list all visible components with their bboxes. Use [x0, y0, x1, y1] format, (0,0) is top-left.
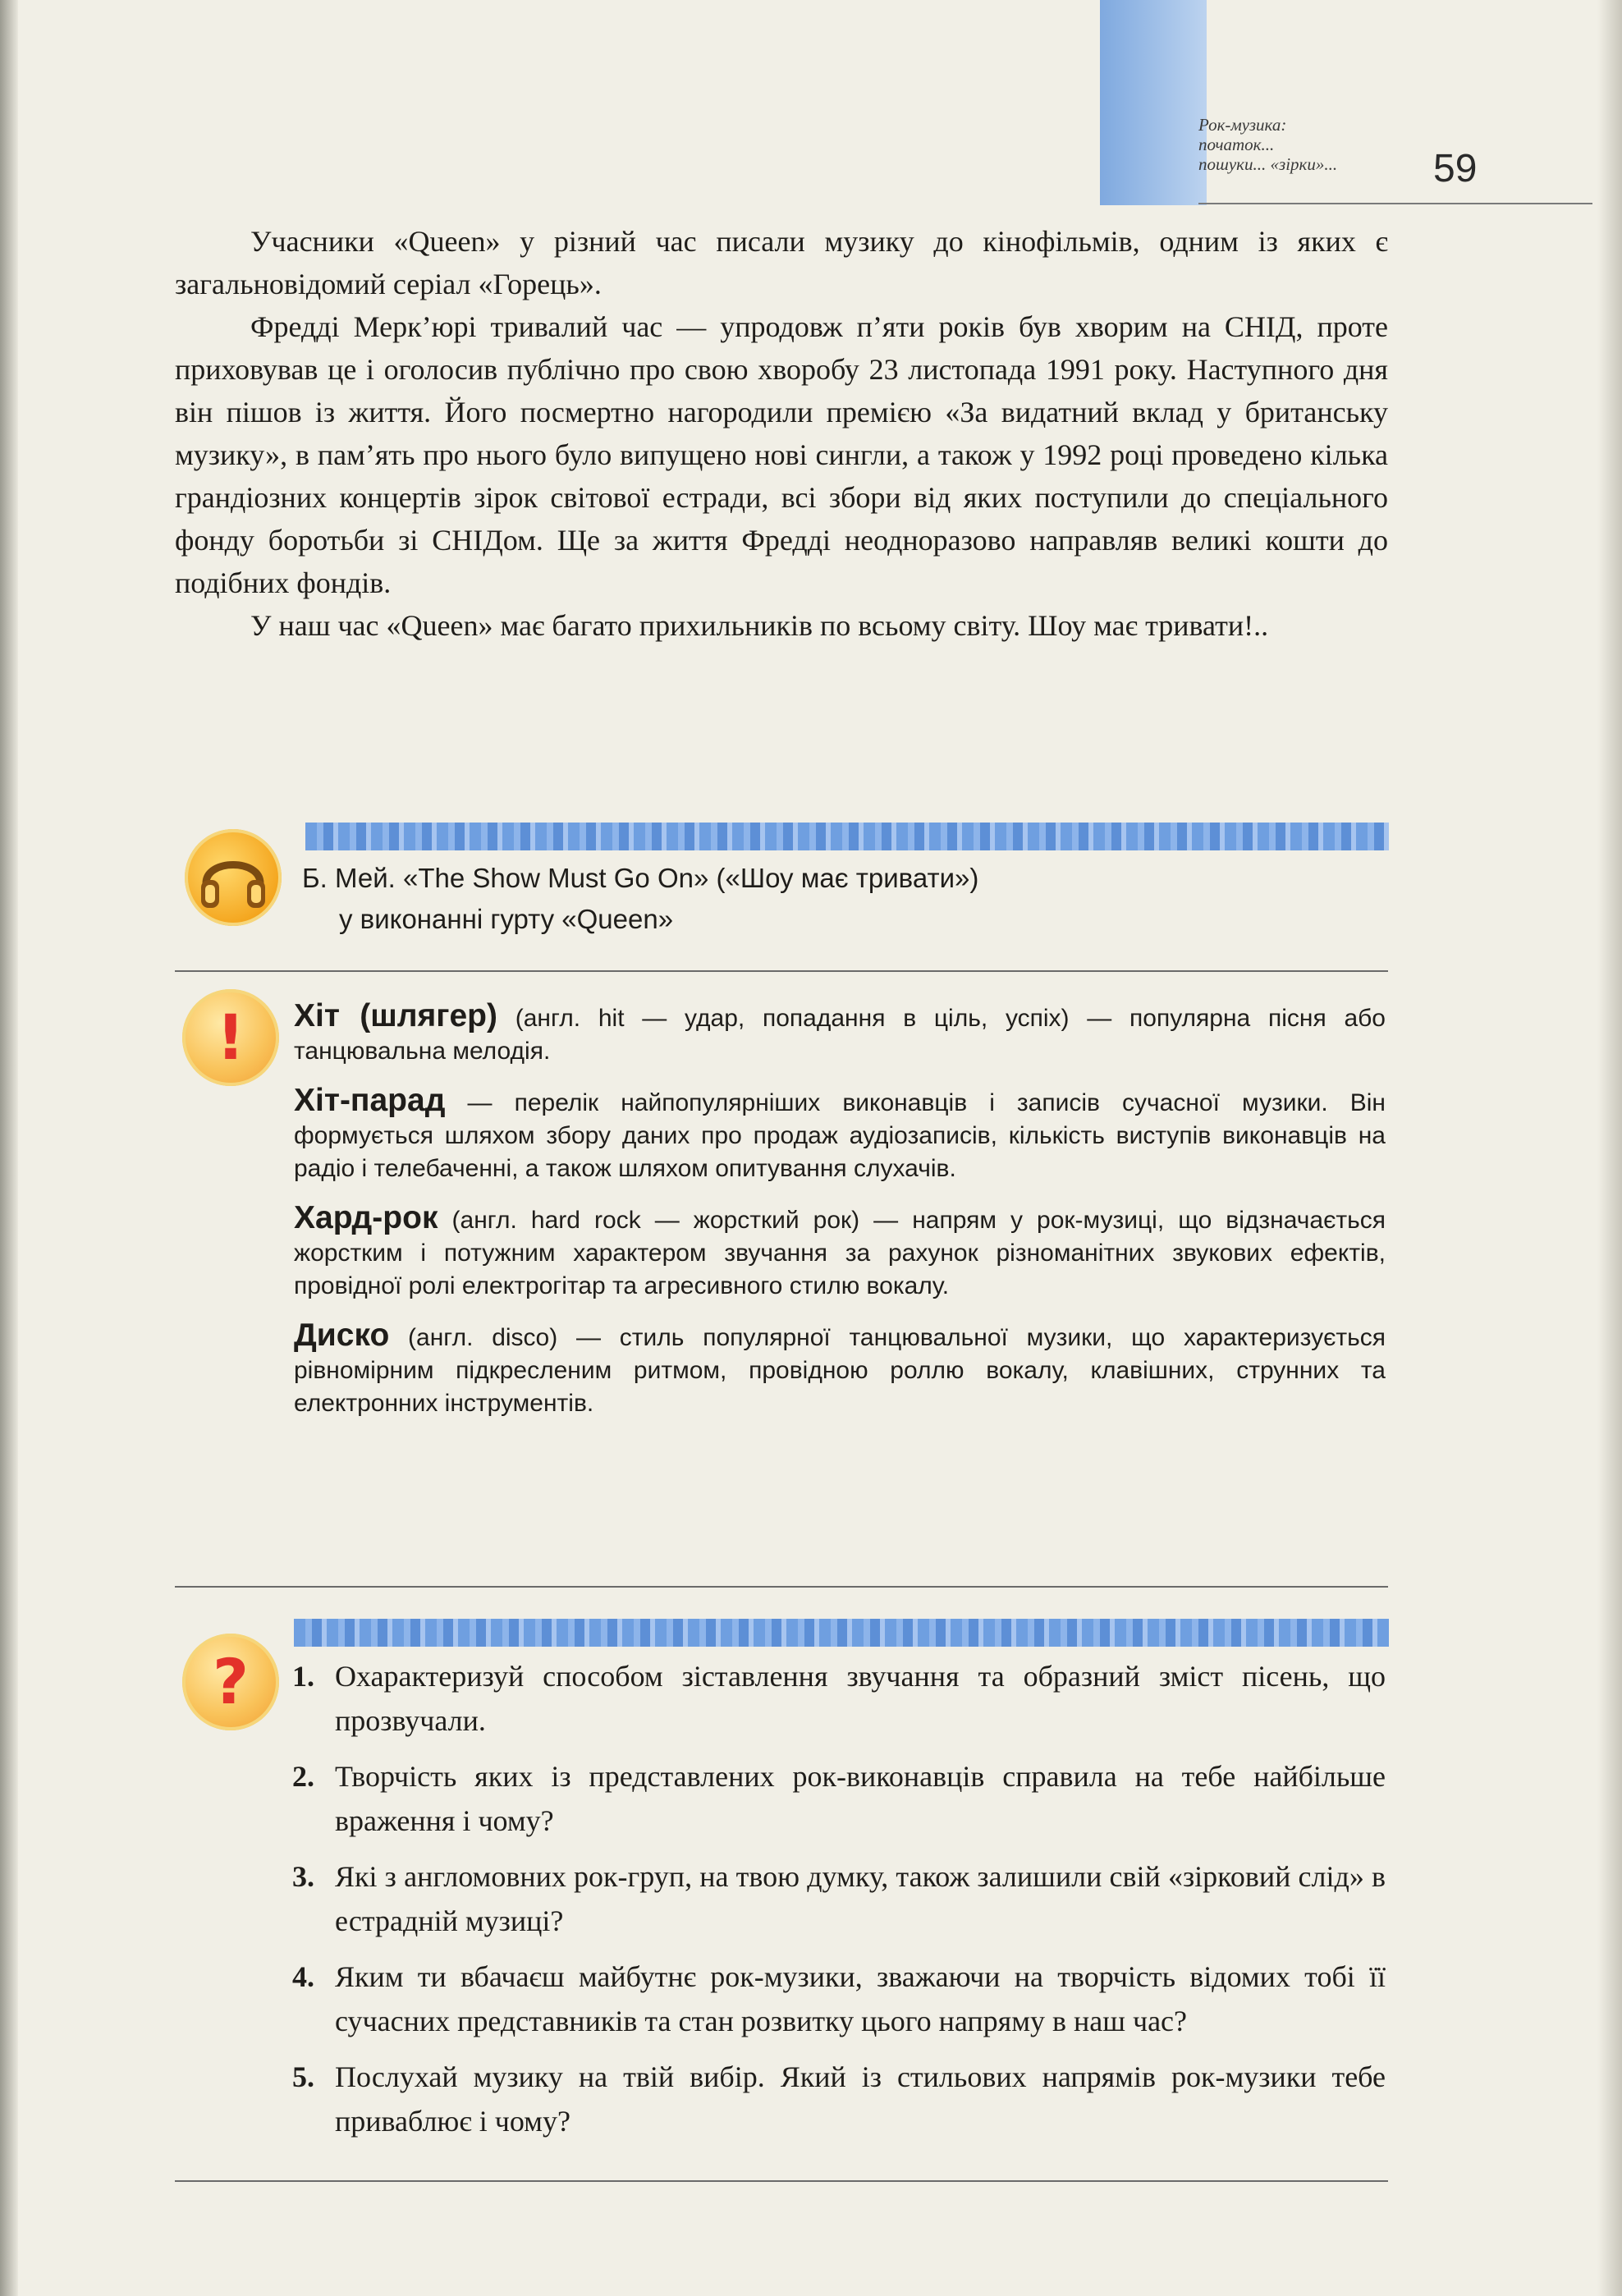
header-color-strip	[1100, 0, 1207, 205]
question-glyph: ?	[212, 1645, 250, 1718]
question-text: Які з англомовних рок-груп, на твою думку, також залишили свій «зірковий слід» в естрадній музиці?	[335, 1860, 1386, 1937]
questions-section-bar	[294, 1619, 1389, 1647]
question-number: 4.	[292, 1960, 314, 1993]
page-edge-shadow	[1597, 0, 1622, 2296]
running-head	[1198, 115, 1445, 174]
glossary-term	[294, 1000, 1386, 1068]
glossary-term	[294, 1319, 1386, 1420]
paragraph: Фредді Мерк’юрі тривалий час — упродовж п’яти років був хворим на СНІД, проте приховував це і оголосив публічно про свою хворобу 23 листопада 1991 року. Наступного дня він пішов із життя. Його посмертно нагородили премією «За видатний вклад у британську музику», в пам’ять про нього було випущено нові сингли, а також у 1992 році проведено кілька грандіозних концертів зірок світової естради, всі збори від яких поступили до спеціального фонду боротьби зі СНІДом. Ще за життя Фредді неодноразово направляв великі кошти до подібних фондів.	[175, 310, 1388, 599]
question-item	[292, 1854, 1386, 1943]
question-icon	[182, 1634, 279, 1730]
question-item	[292, 1955, 1386, 2043]
page-binding-shadow	[0, 0, 18, 2296]
section-divider	[175, 970, 1388, 972]
section-divider	[175, 1586, 1388, 1588]
term-definition: (англ. hit — удар, попадання в ціль, успіх) — популярна пісня або танцювальна мелодія.	[294, 1005, 1386, 1065]
listening-performer: у виконанні гурту «Queen»	[339, 904, 674, 934]
main-text	[175, 220, 1388, 647]
header-divider	[1198, 203, 1592, 204]
question-number: 2.	[292, 1760, 314, 1793]
paragraph: У наш час «Queen» має багато прихильників по всьому світу. Шоу має тривати!..	[250, 609, 1269, 642]
term-name: Хіт (шлягер)	[294, 998, 497, 1033]
exclamation-glyph: !	[216, 1001, 245, 1074]
paragraph: Учасники «Queen» у різний час писали музику до кінофільмів, одним із яких є загальновідомий серіал «Горець».	[175, 225, 1388, 300]
running-head-line: початок...	[1198, 135, 1275, 154]
glossary-term	[294, 1084, 1386, 1185]
term-name: Диско	[294, 1318, 390, 1353]
listening-section-bar	[305, 823, 1389, 850]
question-item	[292, 2055, 1386, 2143]
listening-assignment	[302, 858, 978, 940]
headphones-icon	[185, 829, 282, 926]
glossary	[294, 1000, 1386, 1437]
question-text: Творчість яких із представлених рок-виконавців справила на тебе найбільше враження і чому?	[335, 1760, 1386, 1837]
running-head-line: Рок-музика:	[1198, 115, 1287, 135]
question-item	[292, 1654, 1386, 1743]
glossary-term	[294, 1202, 1386, 1303]
term-definition: — перелік найпопулярніших виконавців і записів сучасної музики. Він формується шляхом збору даних про продаж аудіозаписів, кількість виступів виконавців на радіо і телебаченні, а також шляхом опитування слухачів.	[294, 1089, 1386, 1182]
questions-list	[292, 1654, 1386, 2155]
term-name: Хард-рок	[294, 1200, 438, 1235]
question-text: Яким ти вбачаєш майбутнє рок-музики, зважаючи на творчість відомих тобі її сучасних представників та стан розвитку цього напряму в наш час?	[335, 1960, 1386, 2037]
question-number: 5.	[292, 2060, 314, 2093]
page-number: 59	[1433, 147, 1478, 190]
term-definition: (англ. disco) — стиль популярної танцювальної музики, що характеризується рівномірним підкресленим ритмом, провідною роллю вокалу, клавішних, струнних та електронних інструментів.	[294, 1324, 1386, 1417]
question-text: Послухай музику на твій вибір. Який із стильових напрямів рок-музики тебе приваблює і чому?	[335, 2060, 1386, 2138]
question-text: Охарактеризуй способом зіставлення звучання та образний зміст пісень, що прозвучали.	[335, 1660, 1386, 1737]
listening-title: Б. Мей. «The Show Must Go On» («Шоу має тривати»)	[302, 863, 979, 893]
running-head-line: пошуки... «зірки»...	[1198, 154, 1338, 174]
term-name: Хіт-парад	[294, 1083, 446, 1118]
exclamation-icon	[182, 989, 279, 1086]
section-divider	[175, 2180, 1388, 2182]
question-number: 3.	[292, 1860, 314, 1893]
question-item	[292, 1754, 1386, 1843]
term-definition: (англ. hard rock — жорсткий рок) — напрям у рок-музиці, що відзначається жорстким і потужним характером звучання за рахунок різноманітних звукових ефектів, провідної ролі електрогітар та агресивного стилю вокалу.	[294, 1207, 1386, 1299]
question-number: 1.	[292, 1660, 314, 1693]
